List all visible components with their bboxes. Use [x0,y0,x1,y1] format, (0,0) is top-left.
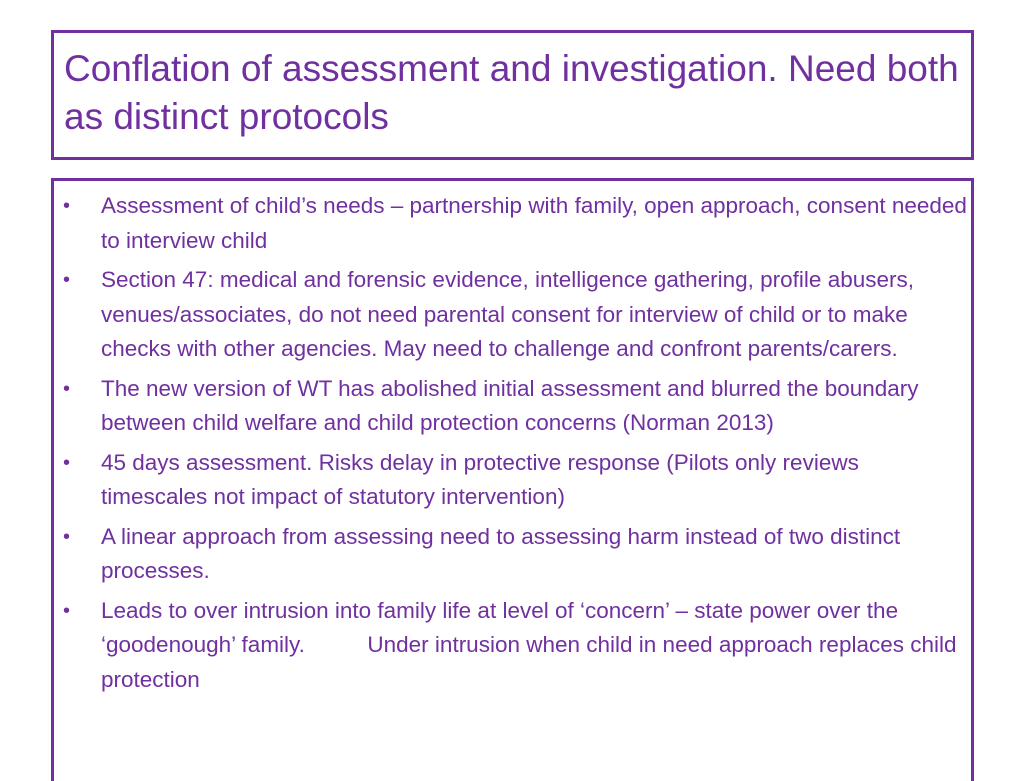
bullet-text: A linear approach from assessing need to assessing harm instead of two distinct processes. [101,523,907,583]
bullet-item [54,446,971,515]
bullet-icon: • [63,451,71,474]
bullet-icon: • [63,269,71,291]
bullet-icon: • [63,377,71,400]
bullet-text: Leads to over intrusion into family life at level of ‘concern’ – state power over the ‘goodenough’ family. Under intrusion when child in need approach replaces child protection [101,597,963,692]
bullet-text: Assessment of child’s needs – partnership with family, open approach, consent needed to interview child [101,193,974,253]
bullet-item [54,520,971,589]
title-box [51,30,974,160]
bullet-text: The new version of WT has abolished initial assessment and blurred the boundary between child welfare and child protection concerns (Norman 2013) [101,375,925,435]
bullet-item [54,189,974,258]
bullet-list [54,189,974,702]
bullet-text: Section 47: medical and forensic evidence, intelligence gathering, profile abusers, venues/associates, do not need parental consent for interview of child or to make checks with other agencies. May need to challenge and confront parents/carers. [101,267,921,361]
content-box [51,178,974,781]
bullet-item [54,594,971,698]
bullet-icon: • [63,525,71,548]
slide-title: Conflation of assessment and investigation. Need both as distinct protocols [64,48,959,137]
bullet-icon: • [63,599,71,622]
bullet-icon: • [63,195,71,217]
bullet-text: 45 days assessment. Risks delay in protective response (Pilots only reviews timescales not impact of statutory intervention) [101,449,866,509]
bullet-item [54,263,971,367]
bullet-item [54,372,971,441]
